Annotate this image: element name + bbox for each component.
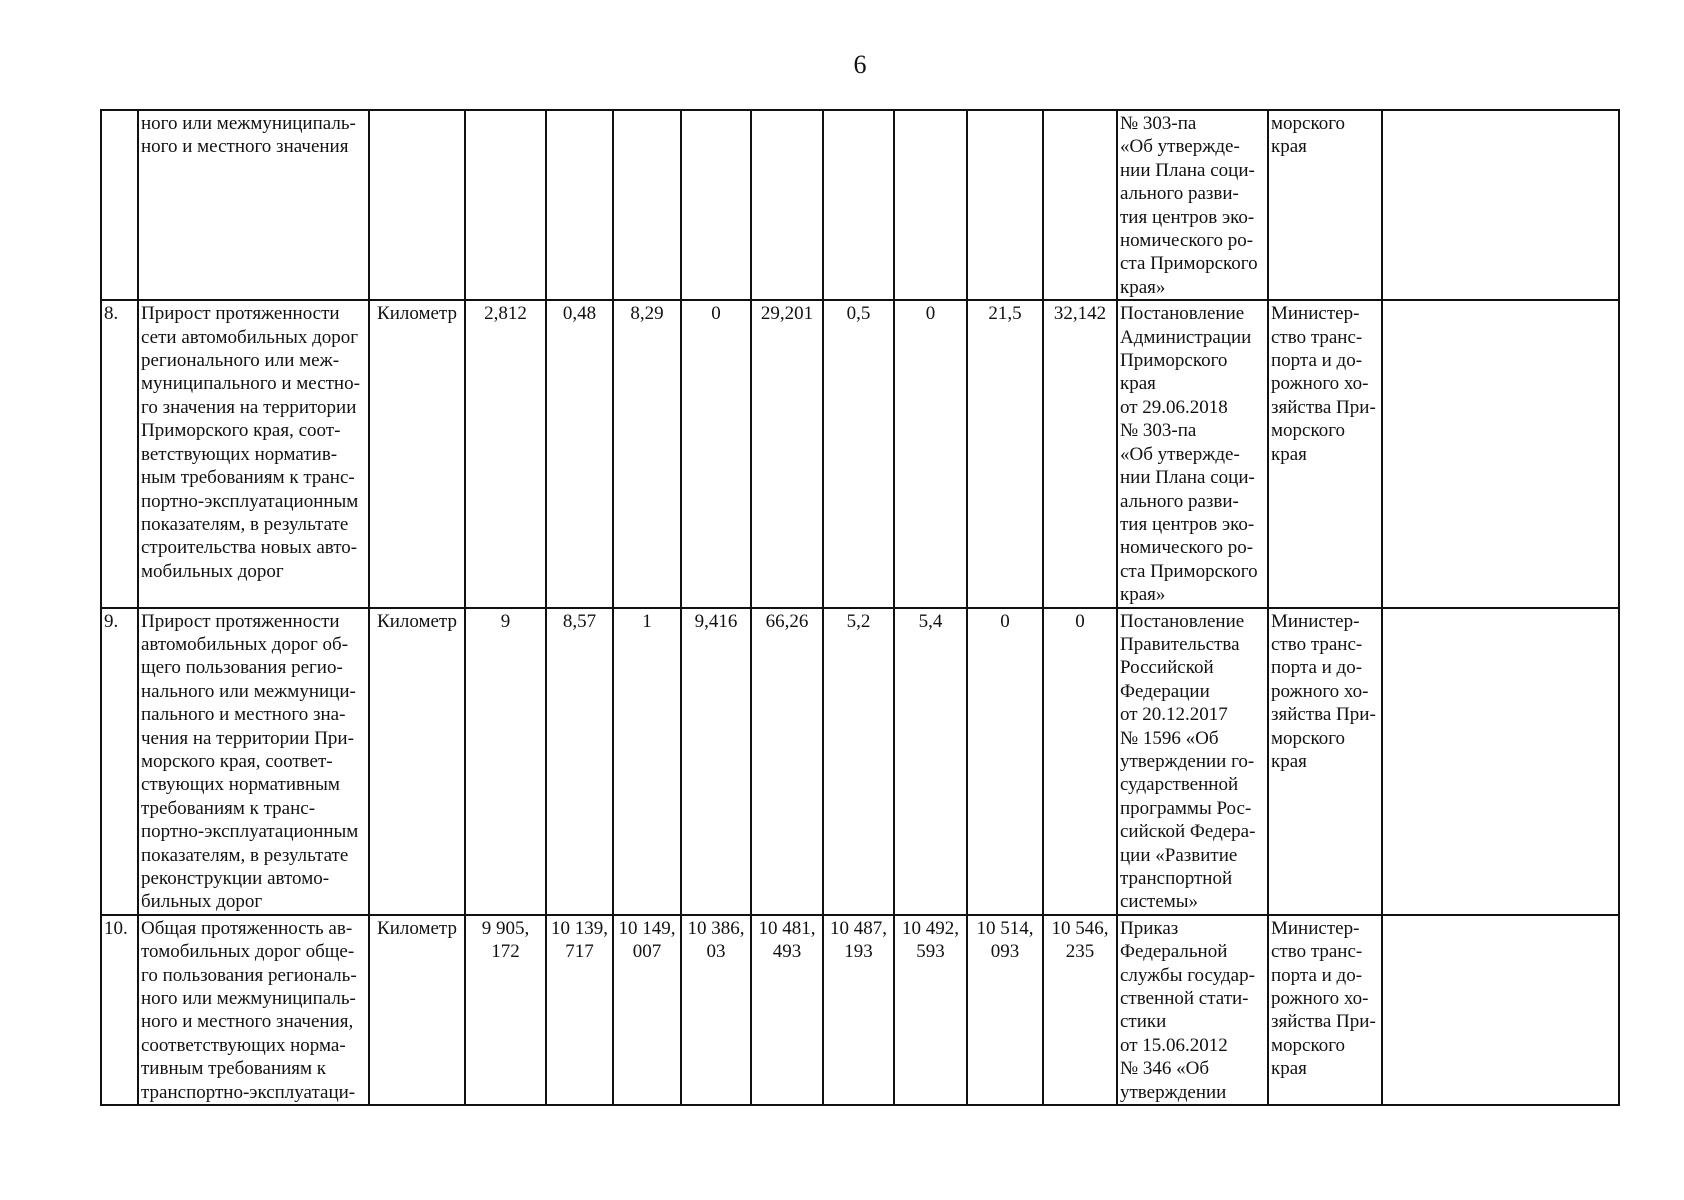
value-cell: 5,4 bbox=[894, 608, 967, 915]
indicator-name: ного или межмуниципаль- ного и местного значения bbox=[138, 110, 369, 300]
value-cell: 10 149, 007 bbox=[613, 915, 681, 1105]
value-cell: 2,812 bbox=[465, 300, 546, 607]
responsible-body: Министер- ство транс- порта и до- рожного хо- зяйства При- морского края bbox=[1268, 915, 1382, 1105]
value-cell: 10 487, 193 bbox=[823, 915, 894, 1105]
value-cell bbox=[1043, 110, 1117, 300]
value-cell: 9 905, 172 bbox=[465, 915, 546, 1105]
notes-cell bbox=[1382, 608, 1619, 915]
row-number: 8. bbox=[101, 300, 138, 607]
value-cell bbox=[681, 110, 751, 300]
value-cell: 0 bbox=[967, 608, 1043, 915]
value-cell bbox=[546, 110, 613, 300]
responsible-body: морского края bbox=[1268, 110, 1382, 300]
value-cell: 0,48 bbox=[546, 300, 613, 607]
responsible-body: Министер- ство транс- порта и до- рожного хо- зяйства При- морского края bbox=[1268, 608, 1382, 915]
value-cell: 10 492, 593 bbox=[894, 915, 967, 1105]
value-cell bbox=[613, 110, 681, 300]
indicator-name: Общая протяженность ав- томобильных дорог обще- го пользования региональ- ного или межмуниципаль- ного и местного значения, соответствующих норма- тивным требованиям к транспортно-эксплуатаци- bbox=[138, 915, 369, 1105]
row-number: 10. bbox=[101, 915, 138, 1105]
unit: Километр bbox=[369, 300, 465, 607]
value-cell bbox=[967, 110, 1043, 300]
table-row bbox=[101, 110, 1619, 300]
unit: Километр bbox=[369, 915, 465, 1105]
legal-basis: Постановление Правительства Российской Федерации от 20.12.2017 № 1596 «Об утверждении го- сударственной программы Рос- сийской Федера- ции «Развитие транспортной системы» bbox=[1117, 608, 1268, 915]
row-number bbox=[101, 110, 138, 300]
notes-cell bbox=[1382, 110, 1619, 300]
value-cell: 10 139, 717 bbox=[546, 915, 613, 1105]
value-cell: 5,2 bbox=[823, 608, 894, 915]
notes-cell bbox=[1382, 300, 1619, 607]
value-cell: 9 bbox=[465, 608, 546, 915]
unit bbox=[369, 110, 465, 300]
indicator-name: Прирост протяженности сети автомобильных дорог регионального или меж- муниципального и местно- го значения на территории Приморского края, соот- ветствующих норматив- ным требованиям к транс- портно-эксплуатационным показателям, в результате строительства новых авто- мобильных дорог bbox=[138, 300, 369, 607]
value-cell: 29,201 bbox=[751, 300, 823, 607]
value-cell: 8,57 bbox=[546, 608, 613, 915]
value-cell bbox=[823, 110, 894, 300]
value-cell: 8,29 bbox=[613, 300, 681, 607]
value-cell: 0,5 bbox=[823, 300, 894, 607]
notes-cell bbox=[1382, 915, 1619, 1105]
value-cell: 32,142 bbox=[1043, 300, 1117, 607]
responsible-body: Министер- ство транс- порта и до- рожного хо- зяйства При- морского края bbox=[1268, 300, 1382, 607]
unit: Километр bbox=[369, 608, 465, 915]
table-row bbox=[101, 300, 1619, 607]
table-body bbox=[101, 110, 1619, 1105]
value-cell bbox=[894, 110, 967, 300]
page-number: 6 bbox=[853, 50, 867, 79]
indicators-table bbox=[100, 109, 1620, 1106]
value-cell: 0 bbox=[681, 300, 751, 607]
legal-basis: Постановление Администрации Приморского края от 29.06.2018 № 303-па «Об утвержде- нии Плана соци- ального разви- тия центров эко- номического ро- ста Приморского края» bbox=[1117, 300, 1268, 607]
legal-basis: Приказ Федеральной службы государ- ственной стати- стики от 15.06.2012 № 346 «Об утверждении bbox=[1117, 915, 1268, 1105]
value-cell: 10 546, 235 bbox=[1043, 915, 1117, 1105]
legal-basis: № 303-па «Об утвержде- нии Плана соци- ального разви- тия центров эко- номического ро- ста Приморского края» bbox=[1117, 110, 1268, 300]
value-cell: 10 386, 03 bbox=[681, 915, 751, 1105]
value-cell: 0 bbox=[1043, 608, 1117, 915]
value-cell bbox=[751, 110, 823, 300]
table-row bbox=[101, 915, 1619, 1105]
table-row bbox=[101, 608, 1619, 915]
value-cell: 0 bbox=[894, 300, 967, 607]
value-cell: 66,26 bbox=[751, 608, 823, 915]
value-cell: 9,416 bbox=[681, 608, 751, 915]
indicator-name: Прирост протяженности автомобильных дорог об- щего пользования регио- нального или межмуници- пального и местного зна- чения на территории При- морского края, соответ- ствующих нормативным требованиям к транс- портно-эксплуатационным показателям, в результате реконструкции автомо- бильных дорог bbox=[138, 608, 369, 915]
value-cell bbox=[465, 110, 546, 300]
value-cell: 1 bbox=[613, 608, 681, 915]
value-cell: 10 514, 093 bbox=[967, 915, 1043, 1105]
value-cell: 10 481, 493 bbox=[751, 915, 823, 1105]
row-number: 9. bbox=[101, 608, 138, 915]
value-cell: 21,5 bbox=[967, 300, 1043, 607]
